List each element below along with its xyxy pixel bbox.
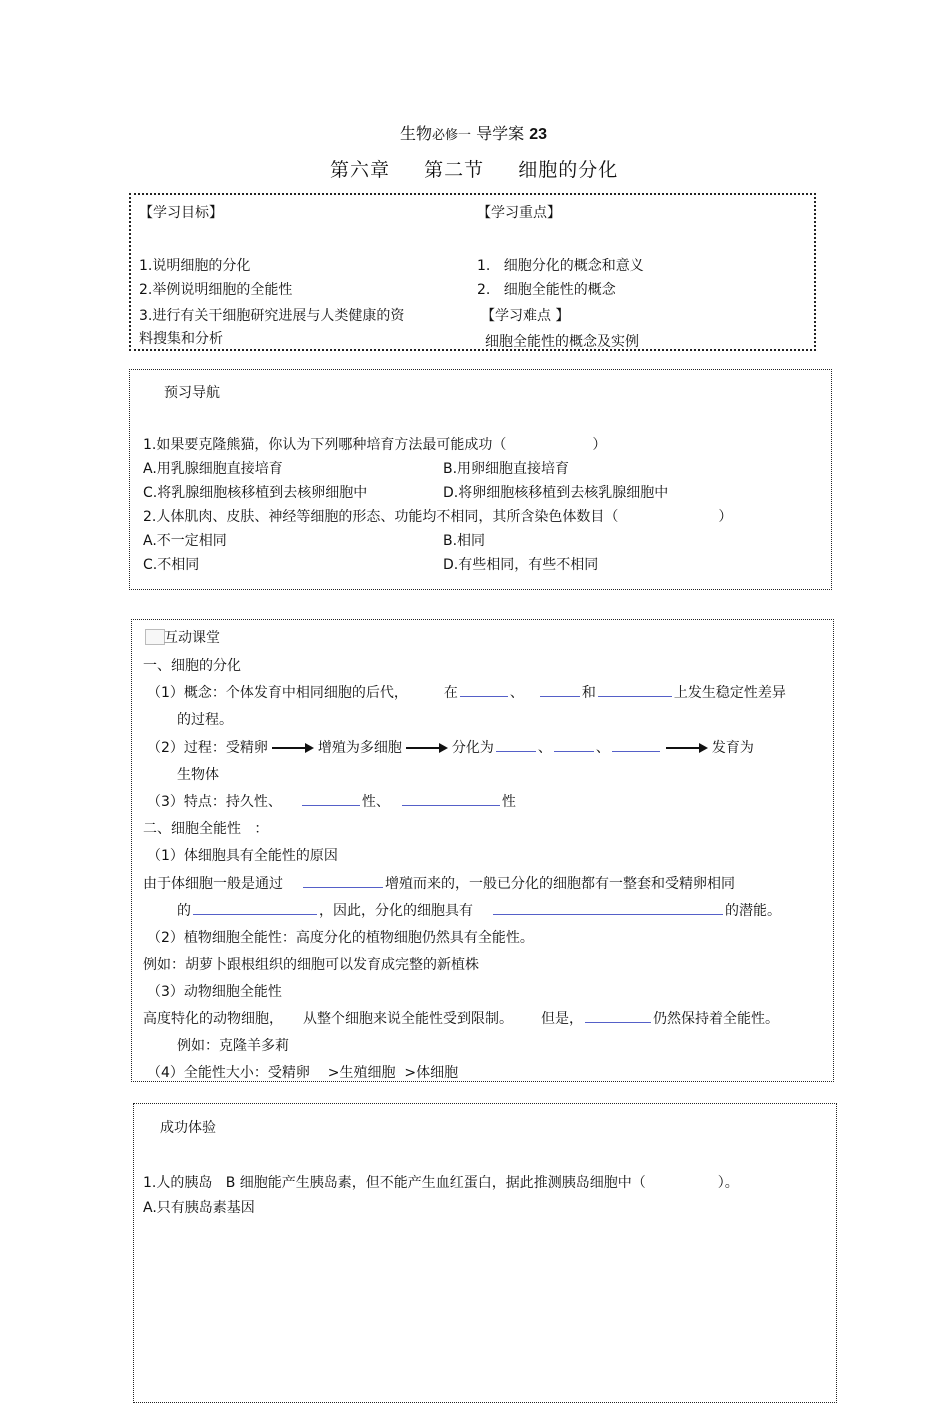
- option: C.将乳腺细胞核移植到去核卵细胞中: [143, 485, 368, 501]
- fill-blank[interactable]: [460, 682, 508, 697]
- topic: 细胞的分化: [518, 159, 619, 181]
- fill-blank[interactable]: [585, 1008, 651, 1023]
- goal-item: 2.举例说明细胞的全能性: [139, 282, 293, 298]
- text-line: 的 ，因此，分化的细胞具有 的潜能。: [177, 900, 781, 920]
- concept-line: （1）概念：个体发育中相同细胞的后代， 在 、 和 上发生稳定性差异: [147, 682, 786, 702]
- option: A.不一定相同: [143, 533, 227, 549]
- key-title: 【学习重点】: [477, 205, 561, 221]
- key-item: 1. 细胞分化的概念和意义: [477, 258, 644, 274]
- difficulty-title: 【学习难点 】: [481, 308, 570, 324]
- section: 第二节: [424, 159, 485, 181]
- fill-blank[interactable]: [612, 737, 660, 752]
- text-line: 高度特化的动物细胞， 从整个细胞来说全能性受到限制。 但是， 仍然保持着全能性。: [143, 1008, 779, 1028]
- text-line: 由于体细胞一般是通过 增殖而来的，一般已分化的细胞都有一整套和受精卵相同: [143, 873, 735, 893]
- doc-series-title: [400, 121, 547, 144]
- option: B.相同: [443, 533, 486, 549]
- difficulty-text: 细胞全能性的概念及实例: [485, 334, 639, 350]
- fill-blank[interactable]: [554, 737, 594, 752]
- preview-title: 预习导航: [164, 385, 220, 401]
- option: A.用乳腺细胞直接培育: [143, 461, 283, 477]
- text-line: （2）植物细胞全能性：高度分化的植物细胞仍然具有全能性。: [147, 930, 534, 946]
- fill-blank[interactable]: [193, 900, 317, 915]
- process-line: （2）过程：受精卵 增殖为多细胞 分化为 、 、 发育为: [147, 737, 754, 757]
- option: D.将卵细胞核移植到去核乳腺细胞中: [443, 485, 669, 501]
- arrow-icon: [666, 743, 708, 753]
- book: 必修一: [432, 128, 472, 143]
- subject: 生物: [400, 124, 433, 143]
- success-box: [133, 1103, 837, 1403]
- fill-blank[interactable]: [303, 873, 383, 888]
- preview-question-2: 2.人体肌肉、皮肤、神经等细胞的形态、功能均不相同，其所含染色体数目（ ）: [143, 509, 733, 525]
- key-item: 2. 细胞全能性的概念: [477, 282, 616, 298]
- series-number: 23: [529, 126, 548, 143]
- section-heading-2: 二、细胞全能性 ：: [143, 821, 269, 837]
- text-line: 例如：克隆羊多莉: [177, 1038, 289, 1054]
- preview-question-1: 1.如果要克隆熊猫，你认为下列哪种培育方法最可能成功（ ）: [143, 437, 607, 453]
- fill-blank[interactable]: [540, 682, 580, 697]
- success-question-1: 1.人的胰岛 B 细胞能产生胰岛素，但不能产生血红蛋白，据此推测胰岛细胞中（ ）。: [143, 1175, 739, 1191]
- fill-blank[interactable]: [598, 682, 672, 697]
- feature-line: （3）特点：持久性、 性、 性: [147, 791, 516, 811]
- goals-title: 【学习目标】: [139, 205, 223, 221]
- concept-line-cont: 的过程。: [177, 712, 233, 728]
- text-line: （1）体细胞具有全能性的原因: [147, 848, 338, 864]
- section-heading-1: 一、细胞的分化: [143, 658, 241, 674]
- arrow-icon: [406, 743, 448, 753]
- text-line: （4）全能性大小：受精卵 >生殖细胞 >体细胞: [147, 1065, 459, 1081]
- option: A.只有胰岛素基因: [143, 1200, 255, 1216]
- text-line: （3）动物细胞全能性: [147, 984, 282, 1000]
- success-title: 成功体验: [160, 1120, 216, 1136]
- classroom-title: 互动课堂: [164, 630, 220, 646]
- page-title: [330, 155, 618, 182]
- chapter: 第六章: [330, 159, 391, 181]
- process-line-cont: 生物体: [177, 767, 219, 783]
- arrow-icon: [272, 743, 314, 753]
- option: D.有些相同，有些不相同: [443, 557, 599, 573]
- fill-blank[interactable]: [493, 900, 723, 915]
- series: 导学案: [476, 124, 525, 143]
- fill-blank[interactable]: [496, 737, 536, 752]
- goal-item: 3.进行有关干细胞研究进展与人类健康的资: [139, 308, 405, 324]
- option: B.用卵细胞直接培育: [443, 461, 570, 477]
- text-line: 例如：胡萝卜跟根组织的细胞可以发育成完整的新植株: [143, 957, 479, 973]
- option: C.不相同: [143, 557, 200, 573]
- fill-blank[interactable]: [302, 791, 360, 806]
- section-tag-box: [145, 629, 165, 645]
- fill-blank[interactable]: [402, 791, 500, 806]
- goal-item: 料搜集和分析: [139, 331, 223, 347]
- goal-item: 1.说明细胞的分化: [139, 258, 251, 274]
